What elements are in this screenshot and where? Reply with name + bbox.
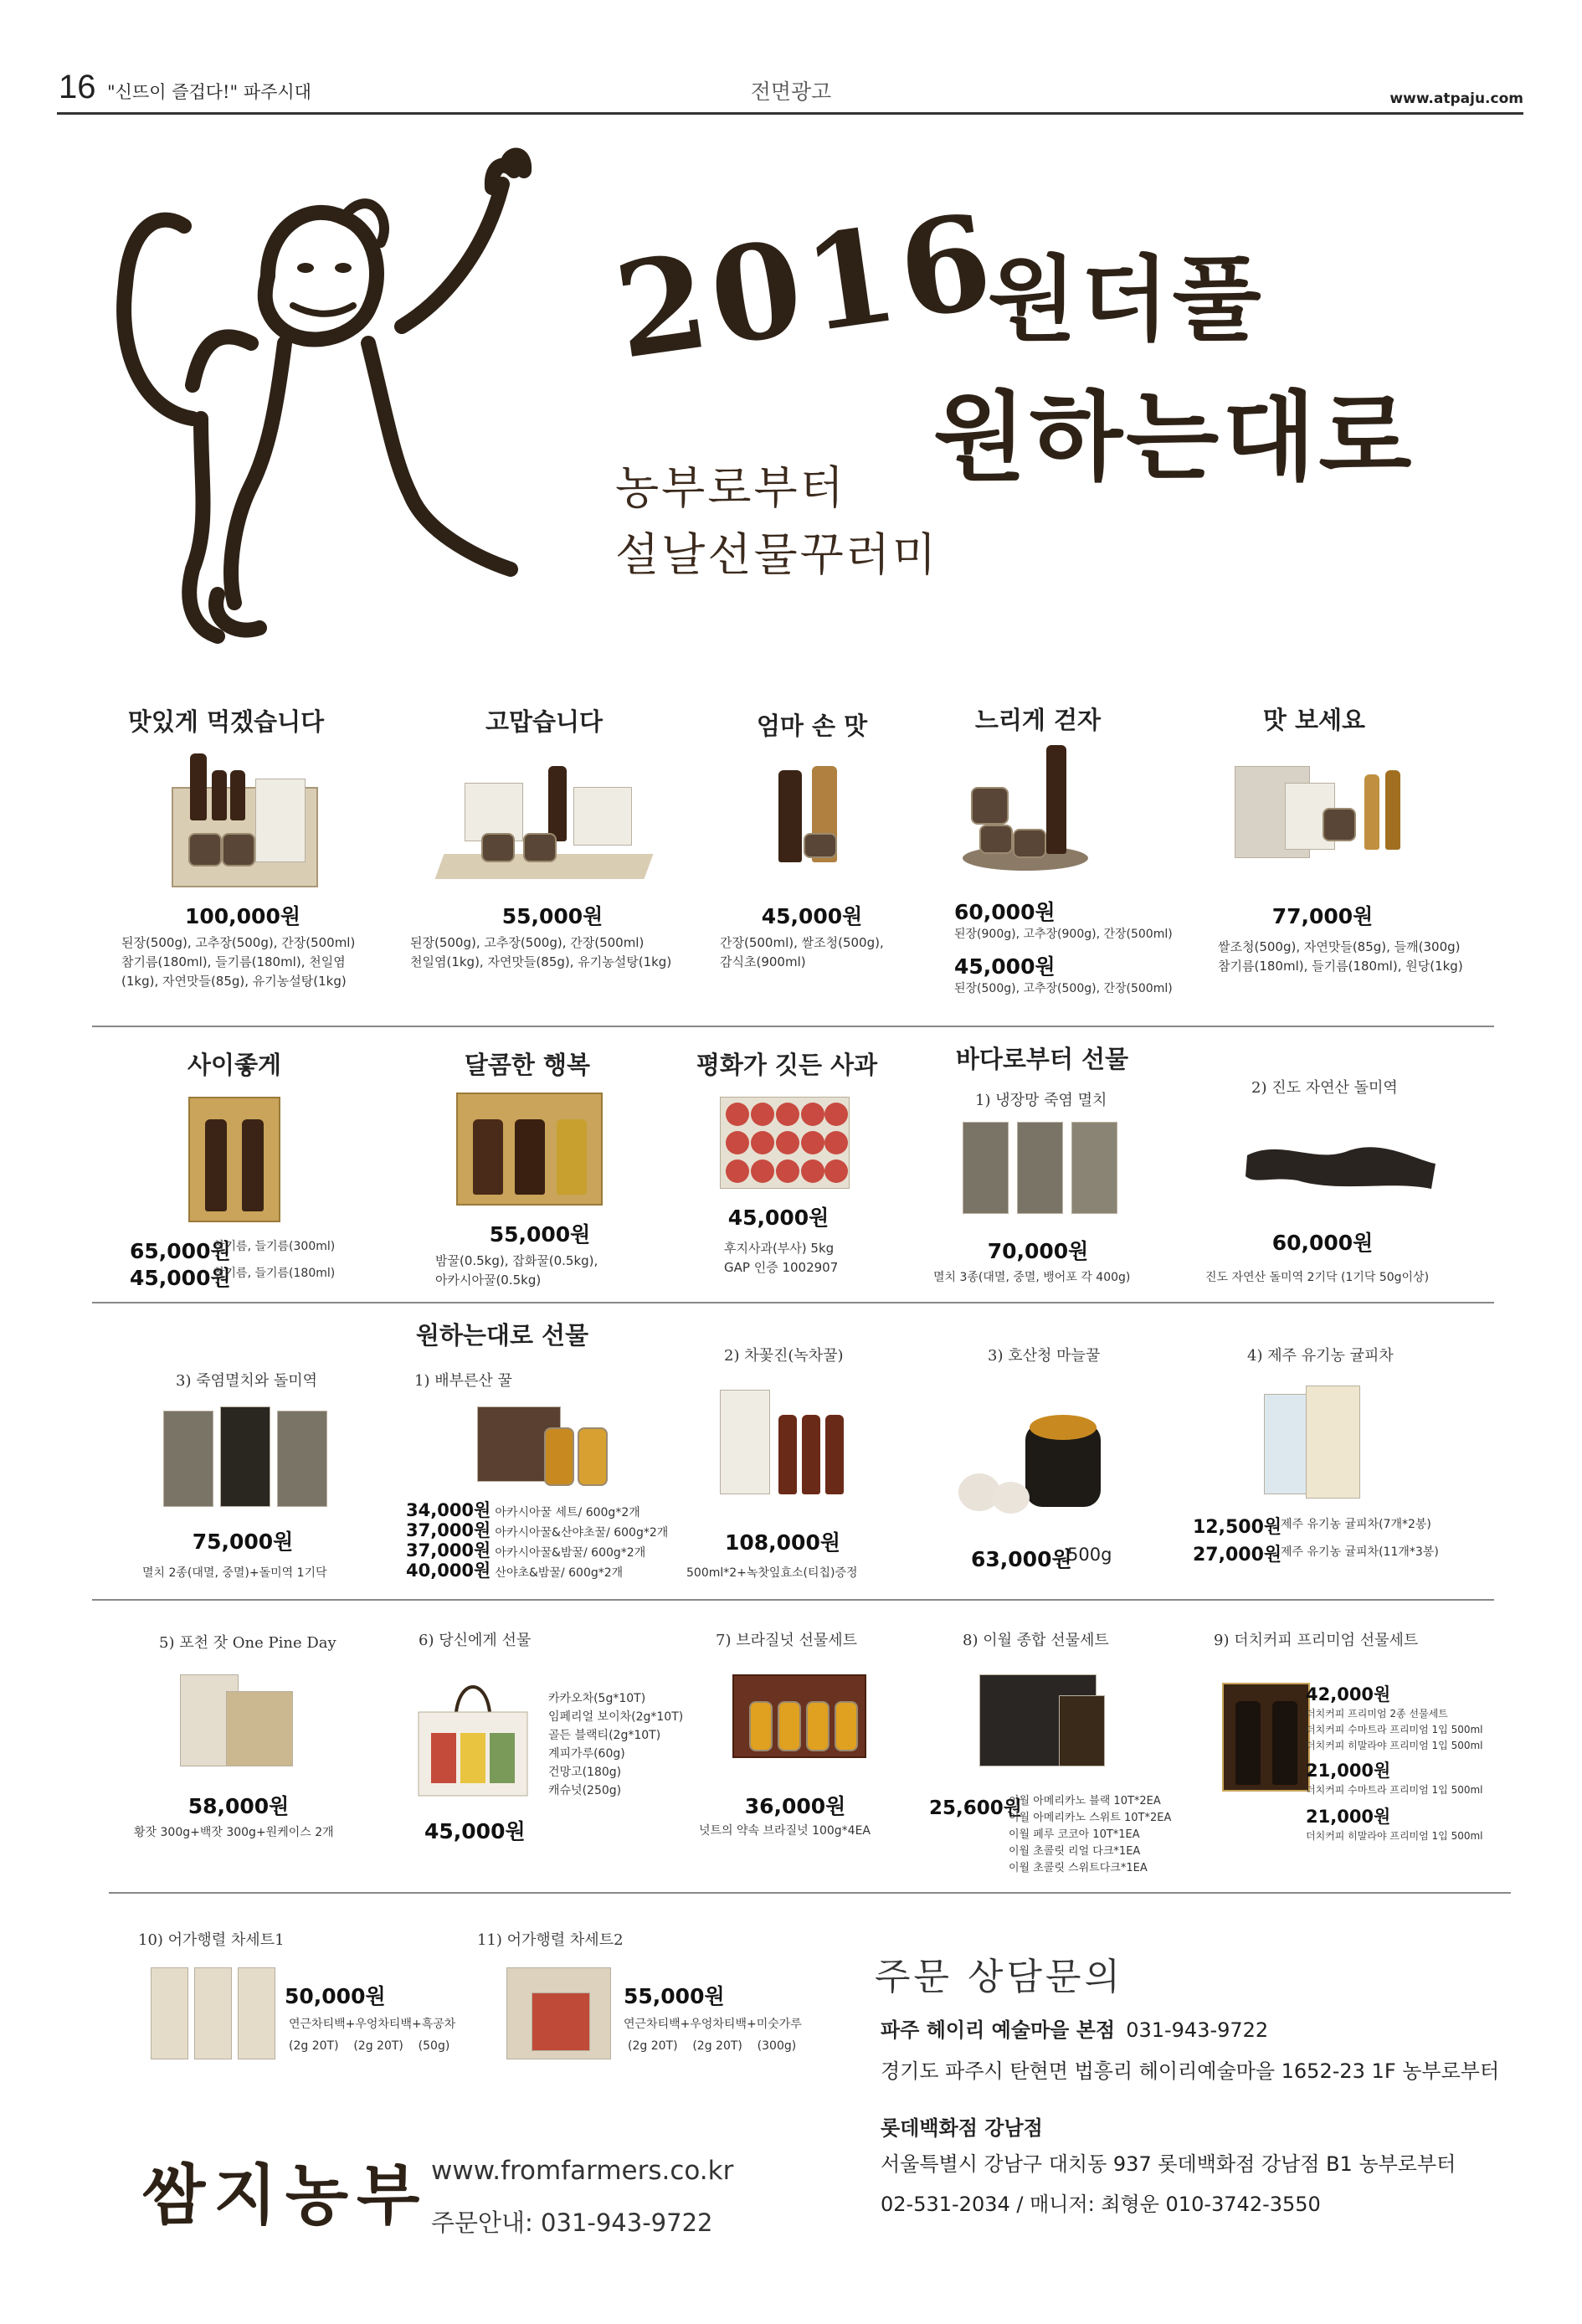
product-image	[979, 1674, 1109, 1771]
hero-headline-1: 원더풀	[988, 245, 1265, 353]
dutch-coffee-list: 42,000원 더치커피 프리미엄 2종 선물세트 더치커피 수마트라 프리미엄 1입 500ml 더치커피 히말라야 프리미엄 1입 500ml 21,000원 더치커피 수마트라 프리미엄 1입 500ml 21,000원 더치커피 히말라야 프리미엄 1입 500ml	[1306, 1684, 1483, 1842]
row-divider	[92, 1026, 1494, 1027]
product-desc: (2g 20T) (2g 20T) (300g)	[628, 2039, 797, 2053]
product-subtitle: 9) 더치커피 프리미엄 선물세트	[1214, 1632, 1419, 1649]
newspaper-slogan: "신뜨이 즐겁다!" 파주시대	[107, 82, 311, 102]
store-2-address: 서울특별시 강남구 대치동 937 롯데백화점 강남점 B1 농부로부터	[881, 2152, 1456, 2176]
hero-sub-1: 농부로부터	[615, 461, 846, 514]
product-image	[1239, 1130, 1440, 1197]
product-desc: 된장(500g), 고추장(500g), 간장(500ml) 참기름(180ml), 들기름(180ml), 천일염 (1kg), 자연맛들(85g), 유기농설탕(1kg)	[121, 935, 356, 989]
product-image	[151, 1967, 276, 2064]
product-desc: 된장(900g), 고추장(900g), 간장(500ml)	[954, 928, 1173, 941]
product-image	[172, 753, 318, 887]
product-title: 사이좋게	[187, 1051, 282, 1079]
product-image	[963, 1122, 1122, 1214]
product-price: 75,000원	[192, 1530, 294, 1554]
honey-price-list: 34,000원 아카시아꿀 세트/ 600g*2개 37,000원 아카시아꿀&산야초꿀/ 600g*2개 37,000원 아카시아꿀&밤꿀/ 600g*2개 40,000원 산야초&밤꿀/ 600g*2개	[406, 1500, 669, 1581]
product-desc: 간장(500ml), 쌀조청(500g), 감식초(900ml)	[720, 935, 884, 969]
hero-year: 2016	[606, 183, 1005, 388]
product-subtitle: 11) 어가행렬 차세트2	[477, 1931, 624, 1949]
product-subtitle: 3) 호산청 마늘꿀	[988, 1347, 1101, 1365]
product-price: 45,000원	[130, 1266, 231, 1290]
product-image	[180, 1674, 297, 1771]
product-title: 느리게 걷자	[974, 706, 1102, 734]
row-divider	[92, 1302, 1494, 1303]
product-subtitle: 8) 이월 종합 선물세트	[963, 1632, 1109, 1649]
product-price: 108,000원	[724, 1530, 841, 1555]
product-image	[1264, 1386, 1364, 1503]
product-price: 45,000원	[954, 954, 1056, 979]
product-image	[188, 1097, 280, 1222]
product-title: 고맙습니다	[485, 707, 604, 736]
iwol-item-list: 이월 아메리카노 블랙 10T*2EA 이월 아메리카노 스위트 10T*2EA 이월 페루 코코아 10T*1EA 이월 초콜릿 리얼 다크*1EA 이월 초콜릿 스위트다크*1EA	[1009, 1795, 1172, 1874]
footer-order: 주문안내: 031-943-9722	[431, 2208, 713, 2237]
product-image	[732, 1674, 866, 1758]
product-price: 45,000원	[727, 1206, 830, 1230]
header-url[interactable]: www.atpaju.com	[1389, 90, 1523, 107]
product-image	[1235, 758, 1410, 866]
product-price: 55,000원	[501, 904, 604, 928]
product-desc: 제주 유기농 귤피차(11개*3봉)	[1281, 1545, 1439, 1559]
product-desc: 후지사과(부사) 5kg GAP 인증 1002907	[724, 1241, 839, 1275]
product-subtitle: 10) 어가행렬 차세트1	[138, 1931, 285, 1949]
product-price: 36,000원	[744, 1794, 846, 1818]
row-divider	[109, 1892, 1511, 1894]
product-price: 50,000원	[285, 1984, 386, 2008]
gift-item-list: 카카오차(5g*10T) 임페리얼 보이차(2g*10T) 골든 블랙티(2g*10T) 계피가루(60g) 건망고(180g) 캐슈넛(250g)	[548, 1692, 684, 1797]
product-desc: 멸치 3종(대멸, 중멸, 뱅어포 각 400g)	[933, 1271, 1131, 1284]
product-image	[163, 1406, 331, 1511]
product-desc: 멸치 2종(대멸, 중멸)+돌미역 1기닥	[142, 1566, 327, 1580]
product-desc: 넛트의 약속 브라질넛 100g*4EA	[699, 1824, 871, 1838]
product-price: 63,000원	[971, 1547, 1072, 1571]
product-title: 맛 보세요	[1262, 706, 1366, 734]
product-subtitle: 7) 브라질넛 선물세트	[716, 1632, 858, 1649]
product-price: 12,500원	[1193, 1517, 1282, 1538]
product-desc: 참기름, 들기름(300ml)	[213, 1240, 336, 1253]
product-desc: (2g 20T) (2g 20T) (50g)	[289, 2039, 450, 2053]
product-image	[439, 766, 649, 883]
product-title: 바다로부터 선물	[955, 1045, 1129, 1073]
product-image	[477, 1398, 611, 1490]
product-subtitle: 6) 당신에게 선물	[419, 1632, 532, 1649]
product-price: 25,600원	[929, 1797, 1022, 1819]
product-price: 100,000원	[184, 904, 301, 928]
product-image	[963, 745, 1097, 879]
product-subtitle: 4) 제주 유기농 귤피차	[1247, 1347, 1394, 1365]
product-desc: 연근차티백+우엉차티백+흑공차	[289, 2018, 456, 2031]
product-image	[720, 1390, 845, 1499]
product-price: 45,000원	[761, 904, 863, 928]
product-subtitle: 2) 진도 자연산 돌미역	[1251, 1079, 1398, 1097]
product-title: 달콤한 행복	[464, 1051, 591, 1079]
row-divider	[92, 1599, 1494, 1601]
product-desc: 진도 자연산 돌미역 2기닥 (1기닥 50g이상)	[1205, 1271, 1430, 1284]
product-subtitle: 2) 차꽃진(녹차꿀)	[724, 1347, 844, 1365]
product-unit: 500g	[1067, 1545, 1112, 1565]
product-desc: 된장(500g), 고추장(500g), 간장(500ml) 천일염(1kg), 자연맛들(85g), 유기농설탕(1kg)	[410, 935, 672, 969]
product-image	[720, 1097, 850, 1189]
product-title: 맛있게 먹겠습니다	[127, 707, 325, 736]
product-desc: 500ml*2+녹찻잎효소(티칩)증정	[686, 1566, 858, 1580]
product-image	[506, 1967, 615, 2064]
product-price: 55,000원	[624, 1984, 725, 2008]
product-desc: 된장(500g), 고추장(500g), 간장(500ml)	[954, 982, 1173, 995]
product-price: 77,000원	[1271, 904, 1374, 928]
product-image	[410, 1674, 536, 1800]
product-title: 엄마 손 맛	[756, 712, 868, 740]
product-price: 60,000원	[954, 900, 1056, 924]
product-image	[770, 766, 871, 883]
footer-website[interactable]: www.fromfarmers.co.kr	[431, 2156, 734, 2186]
product-price: 27,000원	[1193, 1545, 1282, 1566]
product-price: 55,000원	[489, 1222, 591, 1247]
hero-headline-2: 원하는대로	[933, 381, 1415, 494]
section-title: 원하는대로 선물	[415, 1321, 589, 1350]
section-label: 전면광고	[750, 80, 832, 104]
header-divider	[57, 112, 1523, 115]
product-desc: 연근차티백+우엉차티백+미숫가루	[624, 2018, 802, 2031]
product-price: 65,000원	[130, 1239, 231, 1263]
brand-logo: 쌈지농부	[142, 2157, 429, 2234]
product-desc: 참기름, 들기름(180ml)	[213, 1267, 336, 1280]
product-desc: 밤꿀(0.5kg), 잡화꿀(0.5kg), 아카시아꿀(0.5kg)	[435, 1253, 598, 1288]
product-subtitle: 5) 포천 잣 One Pine Day	[159, 1634, 336, 1652]
product-desc: 제주 유기농 귤피차(7개*2봉)	[1281, 1518, 1431, 1531]
product-price: 70,000원	[987, 1239, 1089, 1263]
product-title: 평화가 깃든 사과	[696, 1051, 878, 1079]
product-desc: 쌀조청(500g), 자연맛들(85g), 들깨(300g) 참기름(180ml), 들기름(180ml), 원당(1kg)	[1218, 939, 1463, 974]
product-desc: 황잣 300g+백잣 300g+원케이스 2개	[134, 1826, 334, 1839]
store-1-address: 경기도 파주시 탄현면 법흥리 헤이리예술마을 1652-23 1F 농부로부터	[881, 2059, 1500, 2083]
store-2-phone: 02-531-2034 / 매니저: 최형운 010-3742-3550	[881, 2193, 1321, 2216]
product-price: 45,000원	[424, 1819, 526, 1843]
page-number: 16	[59, 69, 96, 105]
hero-sub-2: 설날선물꾸러미	[615, 528, 939, 581]
store-1-info: 파주 헤이리 예술마을 본점 031-943-9722	[881, 2018, 1269, 2042]
product-subtitle: 1) 냉장망 죽염 멸치	[975, 1092, 1107, 1109]
product-price: 58,000원	[187, 1794, 290, 1818]
product-image	[456, 1093, 603, 1206]
product-price: 60,000원	[1271, 1231, 1374, 1255]
product-image	[958, 1390, 1126, 1515]
product-image	[1222, 1683, 1310, 1792]
monkey-illustration	[92, 134, 578, 653]
product-subtitle: 3) 죽염멸치와 돌미역	[176, 1372, 318, 1390]
contact-title: 주문 상담문의	[875, 1956, 1124, 1998]
store-2-name: 롯데백화점 강남점	[881, 2116, 1043, 2140]
product-subtitle: 1) 배부른산 꿀	[414, 1372, 512, 1390]
